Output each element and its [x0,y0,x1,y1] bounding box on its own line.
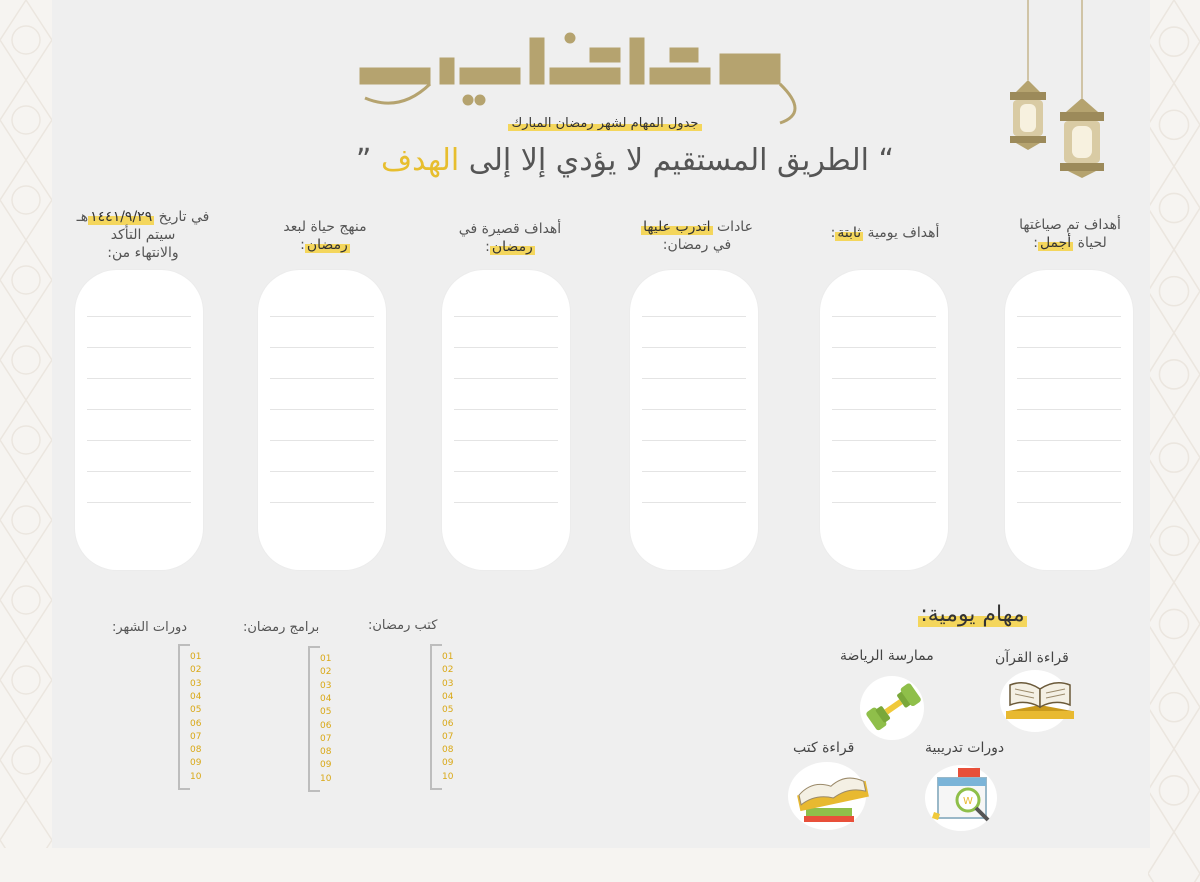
list-number: 09 [190,758,202,769]
writing-line [1017,378,1121,379]
list-number: 06 [442,718,454,729]
writing-line [87,347,191,348]
quote-accent-word: الهدف [381,143,460,178]
writing-line [454,378,558,379]
numbered-list-programs [308,646,332,792]
right-geometric-pattern [1148,0,1200,882]
writing-line [270,471,374,472]
list-number: 09 [442,758,454,769]
list-number: 02 [190,665,202,676]
list-number: 06 [320,720,332,731]
writing-line [642,347,746,348]
list-number: 09 [320,760,332,771]
writing-line [454,440,558,441]
list-number: 10 [320,773,332,784]
ramadan-kareem-calligraphy-logo [340,18,820,128]
list-number: 01 [442,652,454,662]
writing-line [87,471,191,472]
list-label-courses: دورات الشهر: [112,620,188,635]
writing-line [832,378,936,379]
list-number: 08 [190,745,202,756]
writing-line [832,440,936,441]
list-number: 07 [442,731,454,742]
writing-line [642,502,746,503]
writing-line [454,409,558,410]
column-label-life-goals: أهداف تم صياغتها لحياة أجمل: [1019,217,1121,251]
writing-line [87,502,191,503]
writing-line [832,347,936,348]
task-label-exercise: ممارسة الرياضة [840,648,934,664]
goal-card-daily-goals[interactable] [820,270,948,570]
list-number: 05 [442,705,454,716]
list-number: 04 [442,691,454,702]
writing-line [270,440,374,441]
writing-line [270,316,374,317]
writing-line [642,378,746,379]
column-label-daily-goals: أهداف يومية ثابتة: [830,225,940,241]
goal-card-completion[interactable] [75,270,203,570]
dumbbell-icon [862,680,924,732]
writing-line [642,440,746,441]
writing-line [87,378,191,379]
writing-line [270,409,374,410]
list-number: 06 [190,718,202,729]
writing-line [1017,409,1121,410]
list-number: 05 [190,705,202,716]
quote-main-text: الطريق المستقيم لا يؤدي إلا إلى [468,143,869,178]
numbered-list-books [430,644,454,790]
goal-card-after-ramadan[interactable] [258,270,386,570]
writing-line [1017,316,1121,317]
writing-line [1017,471,1121,472]
writing-line [270,502,374,503]
list-number: 04 [190,691,202,702]
list-number: 01 [320,654,332,664]
task-label-courses: دورات تدريبية [925,740,1005,756]
list-number: 03 [320,680,332,691]
list-number: 02 [442,665,454,676]
writing-line [270,378,374,379]
writing-line [832,409,936,410]
list-bracket [430,644,442,790]
writing-line [832,471,936,472]
column-label-after-ramadan: منهج حياة لبعد رمضان: [283,219,367,253]
list-number: 01 [190,652,202,662]
writing-line [642,471,746,472]
task-label-reading: قراءة كتب [793,740,855,756]
writing-line [832,316,936,317]
goal-card-short-goals[interactable] [442,270,570,570]
writing-line [454,471,558,472]
goal-card-life-goals[interactable] [1005,270,1133,570]
list-number: 02 [320,667,332,678]
writing-line [642,409,746,410]
writing-line [454,347,558,348]
writing-line [87,316,191,317]
list-number: 05 [320,707,332,718]
writing-line [454,502,558,503]
list-bracket [308,646,320,792]
hanging-lanterns-decoration [1000,0,1120,180]
list-number: 03 [190,678,202,689]
list-number: 10 [442,771,454,782]
writing-line [87,440,191,441]
writing-line [454,316,558,317]
writing-line [1017,440,1121,441]
goal-card-habits[interactable] [630,270,758,570]
quote-open-mark: “ [878,143,895,178]
list-label-programs: برامج رمضان: [243,620,320,635]
list-number: 07 [320,733,332,744]
svg-text:W: W [963,796,973,807]
list-number: 07 [190,731,202,742]
column-label-habits: عادات اتدرب عليها في رمضان: [643,219,753,253]
writing-line [642,316,746,317]
list-label-books: كتب رمضان: [368,618,438,633]
books-icon [790,768,876,826]
quran-icon [1000,675,1080,725]
list-bracket [178,644,190,790]
writing-line [270,347,374,348]
list-number: 03 [442,678,454,689]
writing-line [832,502,936,503]
quote-close-mark: ” [355,143,372,178]
list-number: 10 [190,771,202,782]
column-label-completion-date: في تاريخ ١٤٤١/٩/٢٩هـ سيتم التأكد والانتهاء من: [76,209,210,261]
list-number: 08 [320,747,332,758]
left-geometric-pattern [0,0,52,848]
writing-line [1017,502,1121,503]
list-number: 08 [442,745,454,756]
column-label-short-goals: أهداف قصيرة في رمضان: [458,221,562,255]
writing-line [1017,347,1121,348]
motivational-quote [300,143,950,178]
subtitle: جدول المهام لشهر رمضان المبارك [470,116,740,131]
task-label-quran: قراءة القرآن [995,650,1069,666]
list-number: 04 [320,693,332,704]
numbered-list-courses [178,644,202,790]
daily-tasks-title: مهام يومية: [920,602,1025,627]
writing-line [87,409,191,410]
training-course-icon [930,766,1000,828]
